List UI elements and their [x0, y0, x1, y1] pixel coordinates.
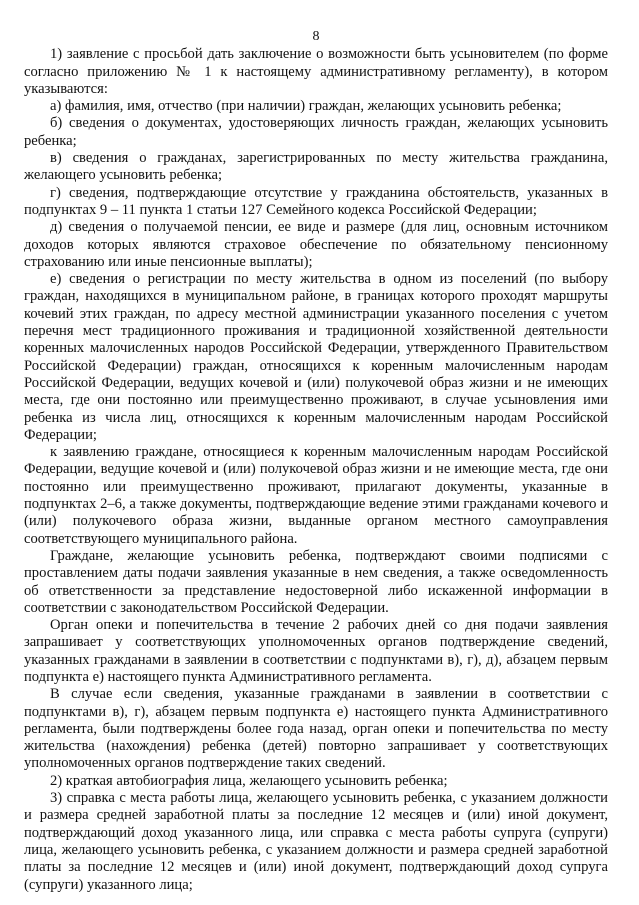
paragraph-repeat-request: В случае если сведения, указанные гражданами в заявлении в соответствии с подпунктами в), г), абзацем первым подпункта е) настоящего пункта Административного регламента, были подтверждены более года назад, орган опеки и попечительства по месту жительства (нахождения) ребенка (детей) повторно запрашивает у соответствующих уполномоченных органов подтверждение таких сведений. — [24, 686, 608, 772]
paragraph-subitem-b: б) сведения о документах, удостоверяющих личность граждан, желающих усыновить ребенка; — [24, 115, 608, 149]
paragraph-subitem-e-attachment: к заявлению граждане, относящиеся к коренным малочисленным народам Российской Федерации, ведущие кочевой и (или) полукочевой образ жизни и не имеющие места, где они постоянно или преимущественно проживают, прилагают документы, указанные в подпунктах 2–6, а также документы, подтверждающие ведение этими гражданами кочевого и (или) полукочевого образа жизни, выданные органом местного самоуправления соответствующего муниципального района. — [24, 444, 608, 547]
paragraph-item-2-autobiography: 2) краткая автобиография лица, желающего усыновить ребенка; — [50, 772, 448, 789]
paragraph-subitem-v: в) сведения о гражданах, зарегистрированных по месту жительства гражданина, желающего усыновить ребенка; — [24, 150, 608, 184]
paragraph-subitem-a: а) фамилия, имя, отчество (при наличии) граждан, желающих усыновить ребенка; — [50, 98, 562, 115]
paragraph-item-3-income-certificate: 3) справка с места работы лица, желающего усыновить ребенка, с указанием должности и размера средней заработной платы за последние 12 месяцев и (или) иной документ, подтверждающий доход указанного лица, или справка с места работы супруга (супруги) лица, желающего усыновить ребенка, с указанием должности и размера средней заработной платы за последние 12 месяцев и (или) иной документ, подтверждающий доход супруга (супруги) указанного лица; — [24, 790, 608, 893]
paragraph-guardianship-request: Орган опеки и попечительства в течение 2 рабочих дней со дня подачи заявления запрашивает у соответствующих уполномоченных органов подтверждение сведений, указанных гражданами в заявлении в соответствии с подпунктами в), г), д), абзацем первым подпункта е) настоящего пункта Административного регламента. — [24, 617, 608, 685]
paragraph-subitem-g: г) сведения, подтверждающие отсутствие у гражданина обстоятельств, указанных в подпунктах 9 – 11 пункта 1 статьи 127 Семейного кодекса Российской Федерации; — [24, 184, 608, 218]
paragraph-item-1-application: 1) заявление с просьбой дать заключение о возможности быть усыновителем (по форме согласно приложению № 1 к настоящему административному регламенту), в котором указываются: — [24, 46, 608, 97]
document-page — [24, 28, 608, 894]
paragraph-subitem-d: д) сведения о получаемой пенсии, ее виде и размере (для лиц, основным источником доходов которых являются страховое обеспечение по обязательному пенсионному страхованию или иные пенсионные выплаты); — [24, 219, 608, 270]
paragraph-subitem-e: е) сведения о регистрации по месту жительства в одном из поселений (по выбору граждан, находящихся в муниципальном районе, в границах которого проходят маршруты кочевий этих граждан, по адресу местной администрации указанного поселения с учетом перечня мест традиционного проживания и традиционной хозяйственной деятельности коренных малочисленных народов Российской Федерации, утвержденного Правительством Российской Федерации) граждан, относящихся к коренным малочисленным народам Российской Федерации, ведущих кочевой и (или) полукочевой образ жизни и не имеющих места, где они постоянно или преимущественно проживают, в случае усыновления ими ребенка из числа лиц, относящихся к коренным малочисленным народам Российской Федерации; — [24, 271, 608, 443]
page-number: 8 — [312, 29, 320, 44]
paragraph-signature-confirmation: Граждане, желающие усыновить ребенка, подтверждают своими подписями с проставлением даты подачи заявления указанные в нем сведения, а также осведомленность об ответственности за представление недостоверной либо искаженной информации в соответствии с законодательством Российской Федерации. — [24, 547, 608, 616]
